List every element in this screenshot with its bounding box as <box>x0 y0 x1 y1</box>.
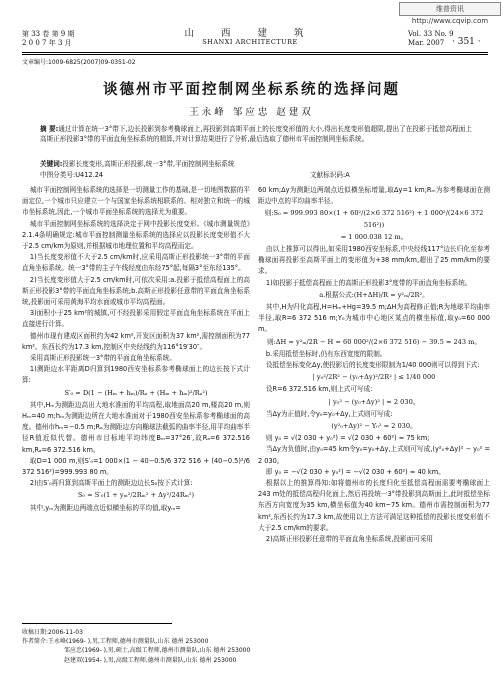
footnote-rule <box>22 623 172 624</box>
paragraph: 2)高斯正形投影任意带的平面直角坐标系统,投影面可采用 <box>265 535 434 544</box>
equation-limit-simplified: | y₀² − (y₀+Δy)² | ≈ 2 030。 <box>328 397 420 406</box>
paragraph: 则 y₀ = √(2 030 + y₀²) = √(2 030 + 60²) ≈ 75 km; <box>265 434 430 443</box>
equation-s0-value: 则:S₀ = 999.993 80×(1 + 60²/(2×6 372 516²) + 1 000²/(24×6 372 516²)) <box>264 209 484 229</box>
paragraph: 城市平面控制网坐标系统的选择是一切测量工作的基础,是一切地图数据的平面定位,一个城市只应建立一个与国家坐标系统相联系的、相对独立和统一的城市坐标系统,因此,一个城市平面坐标系统的选择尤为重要。 <box>22 186 250 217</box>
paragraph: b.采用抵偿坐标时,仍有东西宽度的限制。 <box>265 349 387 358</box>
watermark-stamp: 维普资讯 http://www.cqvip.com <box>399 2 501 16</box>
abstract <box>40 125 472 144</box>
author-bio: 赵建双(1954- ),男,高级工程师,德州市测量队,山东 德州 253000 <box>64 656 237 664</box>
header-date-line: 2 0 0 7 年 3 月 <box>22 39 72 47</box>
header-rule-thin <box>22 54 488 55</box>
keywords-text: 投影长度变形,高斯正形投影,统一3°带,平面控制网坐标系统 <box>62 160 235 168</box>
paragraph: 其中,H为归化高程,H=Hₘ+Hg=39.5 m;ΔH为高程修正值;R为地球平均曲率半径,取R=6 372 516 m;Y₀为城市中心地区某点的横坐标值,取y₀=60 000 m。 <box>258 303 490 334</box>
header-volume-line: 第 33 卷 第 9 期 <box>22 30 75 38</box>
header-vol-en: Vol. 33 No. 9 <box>408 30 454 38</box>
paragraph: 即 y₀ = −√(2 030 + y₀²) = −√(2 030 + 60²) ≈ 40 km。 <box>265 467 445 476</box>
equation-compensation: a.根据公式:(H+ΔH)/R = y²ₘ/2R²。 <box>319 290 429 299</box>
paragraph: 2)由S′₀再归算到高斯平面上的测距边边长S₀按下式计算: <box>29 479 193 488</box>
equation-s0-prime: S′₀ = D(1 − (Hₘ + hₘ)/Rₐ + (Hₘ + hₘ)²/Rₐ²) <box>64 388 208 397</box>
author-bio: 邹应忠(1969- ),男,硕士,高级工程师,德州市测量队,山东 德州 253000 <box>64 647 251 655</box>
abstract-label: 摘 要: <box>40 125 59 133</box>
paragraph: 由以上推算可以得出,如采用1980西安坐标系,中央经线117°边长归化至参考椭球面再投影至高斯平面上的变形值为+38 mm/km,超出了25 mm/km的要求。 <box>258 245 490 276</box>
header-journal <box>160 29 340 47</box>
paragraph: 设抵偿坐标变化Δy,使投影后的长度变形限制为1/40 000则可以得到下式: <box>265 361 480 370</box>
paragraph: 2)当长度变形值大于2.5 cm/km时,可依次采用:a.投影于抵偿高程面上的高斯正形投影3°带的平面直角坐标系统;b.高斯正形投影任意带的平面直角坐标系统,投影面可采用黄海平均水面或城市平均高程面。 <box>22 275 250 307</box>
paragraph: 当Δy为负值时,由y₀=45 km令y₀=y₀+Δy,上式则可写成,(y²₀+Δy)² − y₀² = 2 030。 <box>258 445 490 465</box>
paragraph: 取D=1 000 m,则S′₀=1 000×(1 − 40−0.5/6 372 516 + (40−0.5)²/6 372 516²)=999.993 80 m。 <box>22 456 250 477</box>
keywords-label: 关键词: <box>40 160 63 168</box>
paragraph: 其中,Hₘ为测距边高出大地水准面的平均高程,取地面高20 m,楼高20 m,则Hₘ=40 m;hₘ为测距边所在大地水准面对于1980西安坐标系参考椭球面的高度。德州市hₘ=−0.5 m;Rₐ为测距边方向椭球法截弧的曲率半径,用平均曲率半径R值近似代替。德州市目标地平均纬度Bₘ=37°26′,故Rₐ=6 372.516 km,Rₐ=6 372.516 km。 <box>22 400 250 454</box>
abstract-text: 通过计算在统一3°带下,边长投影到参考椭球面上,再投影到高斯平面上的长度变形值的大小,得出长度变形值超限,提出了在投影于抵偿高程面上高斯正形投影3°带的平面直角坐标系统的精算,并对计算结果进行了分析,最后选取了德州市平面控制网坐标系统。 <box>40 125 473 143</box>
paragraph: 1)测距边水平距离D归算到1980西安坐标系参考椭球面上的边长按下式计算: <box>22 365 250 385</box>
equation-positive: (y²₀+Δy)² − Y₀² = 2 030。 <box>331 422 417 431</box>
journal-name-cn: 山 西 建 筑 <box>184 28 316 39</box>
header-rule <box>22 52 488 53</box>
paragraph: 根据以上的推算得知:如将德州市的长度归化至抵偿高程面需要考椭球面上243 m处的抵偿高程归化面上,然后再投统一3°带投影到高斯面上,此时抵偿坐标东西方向宽度为35 km,横坐标值为40 km~75 km。德州市需控制面积为77 km²,东西长约为17.3 km,故使用以上方法可满足这种抵偿的投影长度变形值不大于2.5 cm/km的要求。 <box>258 479 490 532</box>
equation-s0: S₀ = S′₀(1 + yₘ²/2Rₘ² + Δy²/24Rₘ²) <box>77 491 195 500</box>
paragraph: 1)如投影于抵偿高程面上的高斯正形投影3°度带的平面直角坐标系统。 <box>265 278 472 287</box>
classification <box>40 169 472 179</box>
article-authors: 王永峰 邹应忠 赵建双 <box>189 107 314 118</box>
clc-number: 中图分类号:U412.24 <box>40 171 104 179</box>
paragraph: 60 km;Δy为测距边两端点近似横坐标增量,取Δy=1 km;Rₘ为参考椭球面在测距边中点的平均曲率半径。 <box>258 186 490 206</box>
equation-limit: | y₀²/2R² − (y₀+Δy)²/2R² | ≤ 1/40 000 <box>312 373 436 382</box>
footnote <box>22 628 488 665</box>
header-issue <box>408 30 488 48</box>
paragraph: 采用高斯正形投影统一3°带的平面直角坐标系统。 <box>29 354 176 363</box>
left-column <box>22 185 250 514</box>
paragraph: 其中,yₘ为测距边两端点近似横坐标的平均值,取yₘ= <box>29 503 181 512</box>
right-column <box>258 185 490 545</box>
header-date-en: Mar. 2007 <box>408 39 445 47</box>
journal-name-en: SHANXI ARCHITECTURE <box>202 38 298 46</box>
article-number: 文章编号:1009-6825(2007)09-0351-02 <box>22 59 136 66</box>
equation-result: = 1 000.038 12 m。 <box>340 232 408 241</box>
received-date: 收稿日期:2006-11-03 <box>22 629 83 636</box>
keywords <box>40 158 472 168</box>
paragraph: 1)当长度变形值不大于2.5 cm/km时,应采用高斯正形投影统一3°带的平面直角坐标系统。统一3°带的主子午线经度由东经75°起,每隔3°至东经135°。 <box>22 253 250 273</box>
equation-delta-h: 则:ΔH = y²ₘ/2R − H = 60 000²/(2×6 372 516) − 39.5 ≈ 243 m。 <box>266 337 482 346</box>
document-code: 文献标识码:A <box>310 171 350 179</box>
paragraph: 德州市现有建成区面积约为42 km²,开发区面积为37 km²,需控制面积为77 km²。东西长约为17.3 km,控制区中央经线约为116°19′30″。 <box>22 331 250 351</box>
author-bio: 作者简介:王永峰(1969- ),男,工程师,德州市测量队,山东 德州 253000 <box>22 638 209 646</box>
paragraph: 3)面积小于25 km²的城镇,可不经投影采用假定平面直角坐标系统在平面上直接进行计算。 <box>22 309 250 329</box>
article-title: 谈德州市平面控制网坐标系统的选择问题 <box>103 82 400 98</box>
paragraph: 设R=6 372.516 km,则上式可写成: <box>265 385 373 394</box>
header-volume <box>22 30 92 48</box>
paragraph: 城市平面控制网坐标系统的选择决定于网中投影长度变形。《城市测量规范》2.1.4条明确规定:城市平面控制测量坐标系统的选择应以投影长度变形值不大于2.5 cm/km为原则,并根据城市地理位置和平均高程而定。 <box>22 219 250 251</box>
page-number: · 351 · <box>452 37 481 47</box>
paragraph: 当Δy为正值时,令y₀=y₀+Δy,上式则可写成: <box>265 409 393 418</box>
